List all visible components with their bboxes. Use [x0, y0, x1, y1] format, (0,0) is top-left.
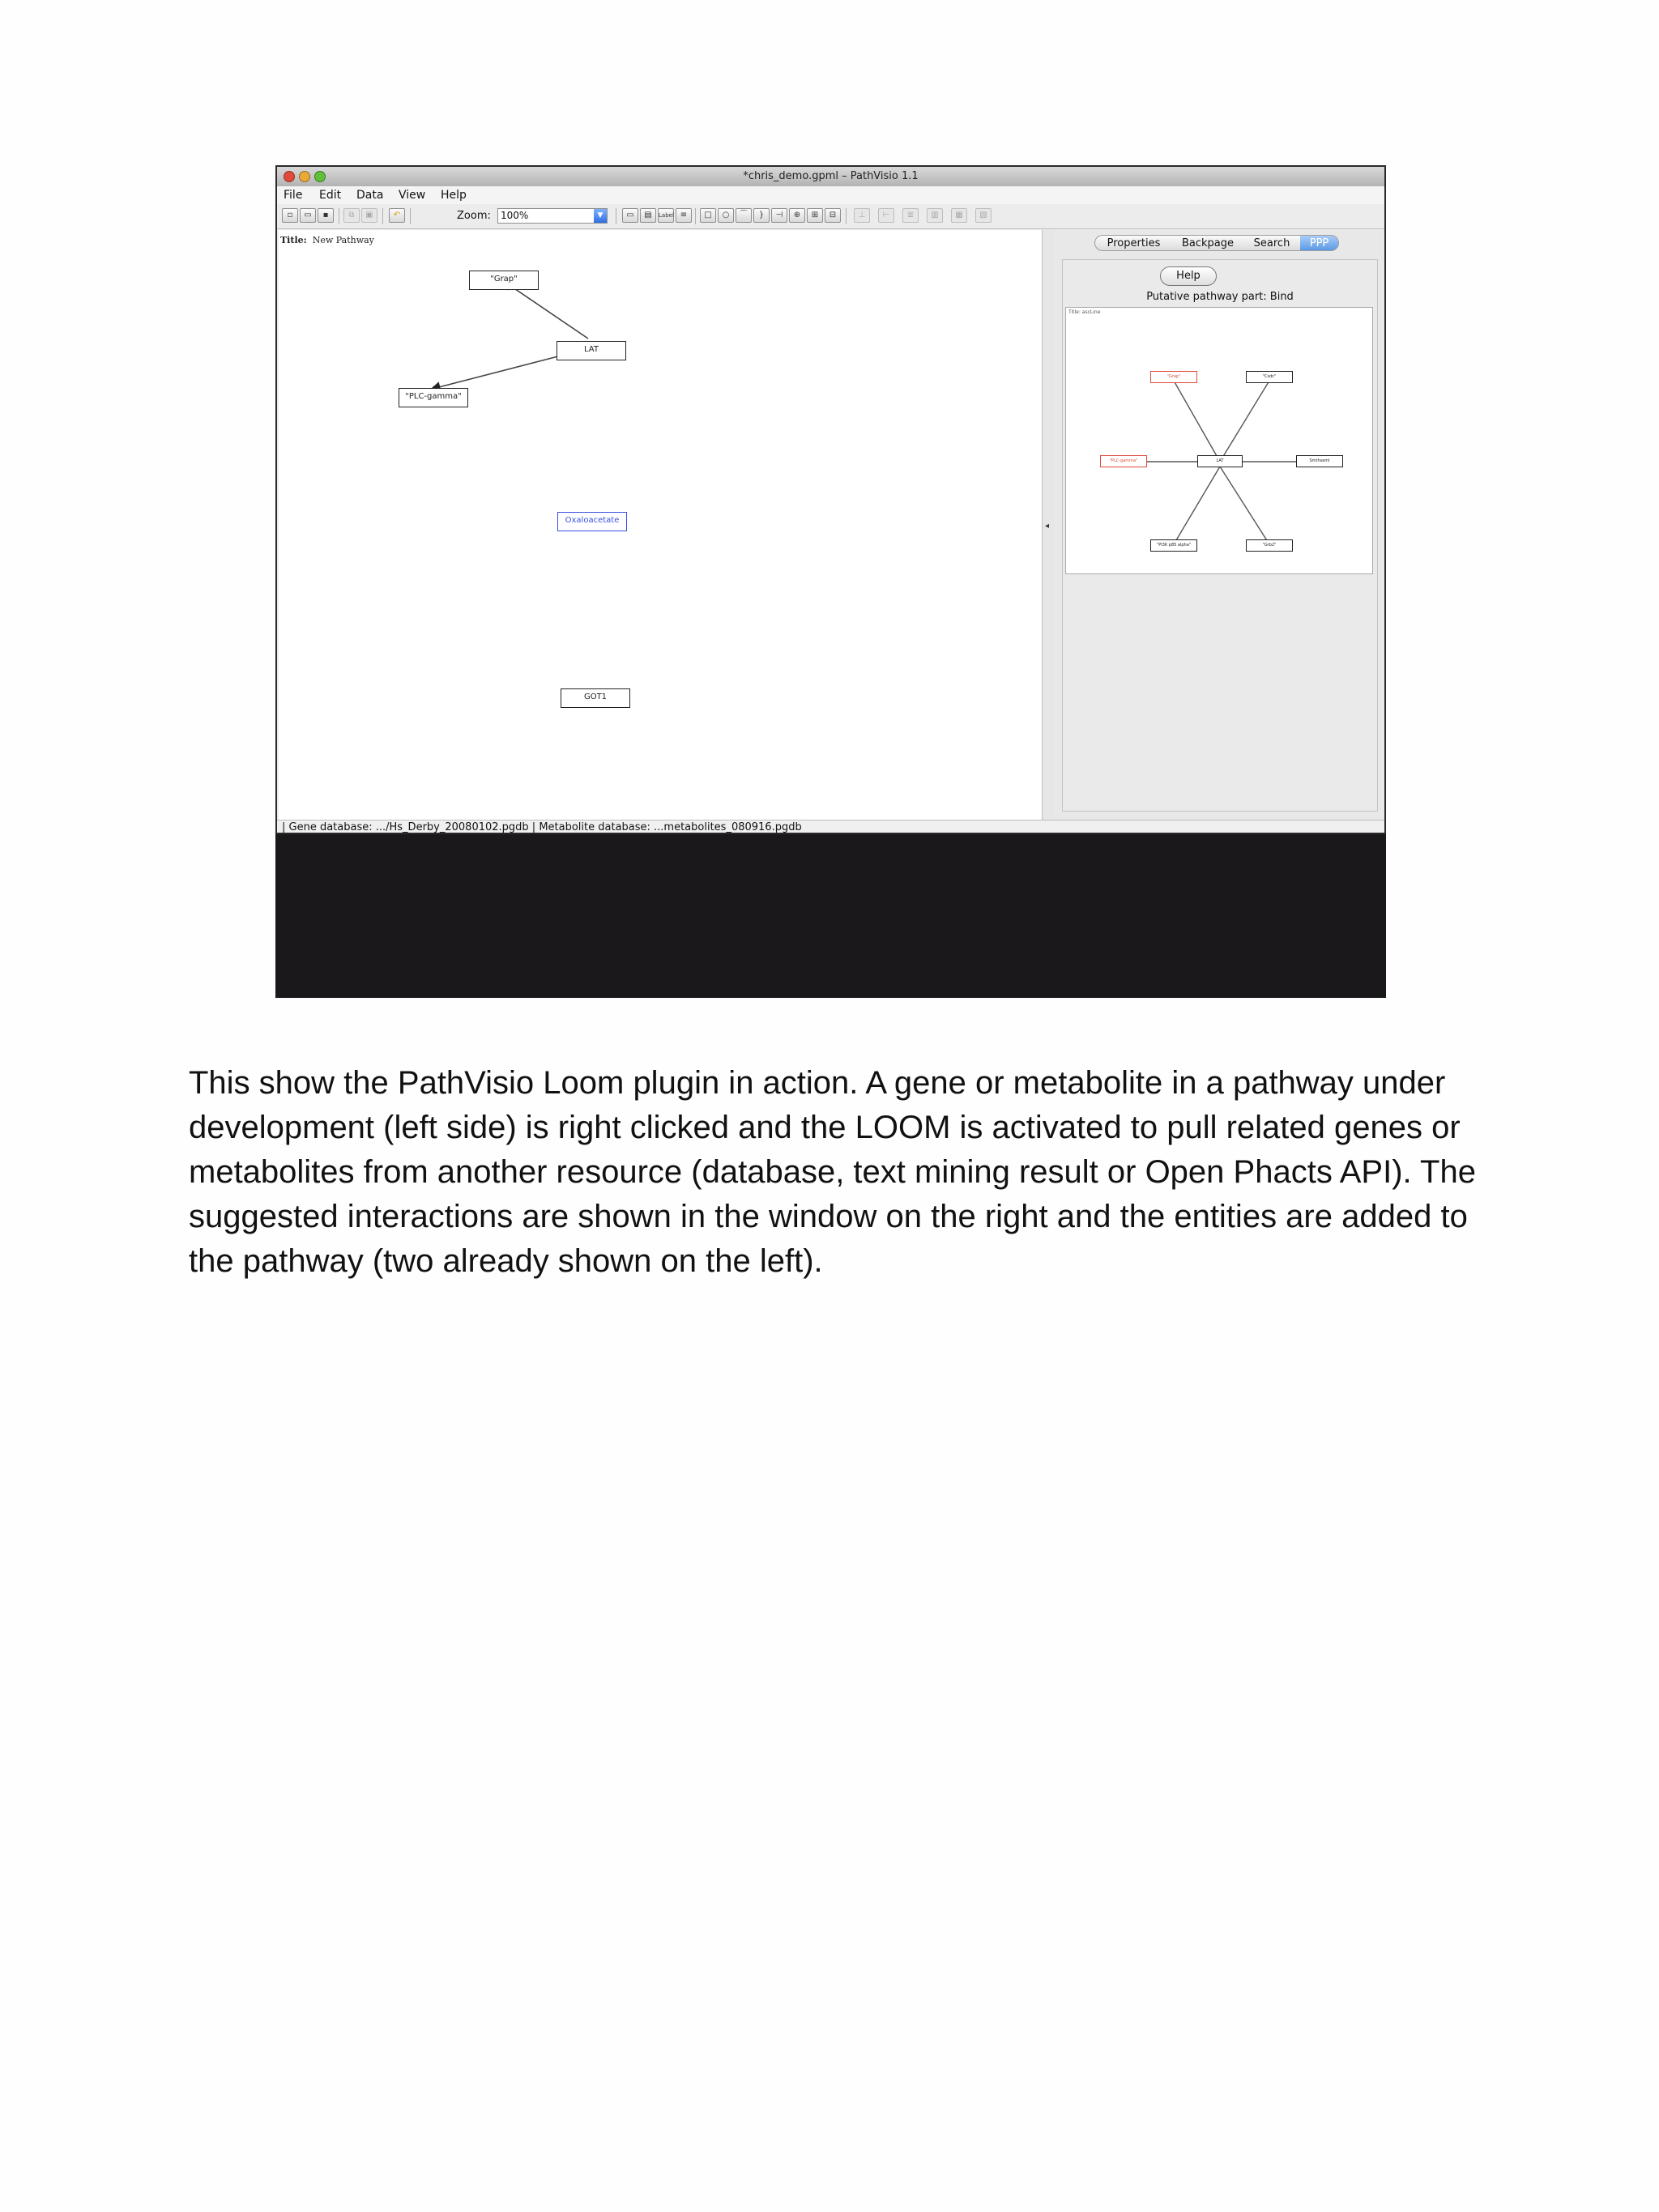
- interaction-lat-grap[interactable]: [505, 282, 588, 339]
- new-metabolite-icon[interactable]: ▤: [640, 208, 656, 223]
- menu-data[interactable]: Data: [356, 189, 384, 202]
- receptor-tool-icon[interactable]: ⊕: [789, 208, 805, 223]
- status-bar: [277, 820, 1384, 834]
- datanode-plc-gamma[interactable]: "PLC-gamma": [399, 388, 468, 407]
- preview-interaction-lines: [1066, 308, 1373, 574]
- tab-ppp[interactable]: PPP: [1300, 235, 1339, 251]
- preview-node-csdc[interactable]: "Csdc": [1246, 371, 1293, 383]
- preview-node-smthseml[interactable]: Smthseml: [1296, 455, 1343, 467]
- toolbar: [277, 204, 1384, 229]
- preview-node-grb2[interactable]: "Grb2": [1246, 539, 1293, 552]
- toolbar-separator: [382, 208, 383, 224]
- new-file-icon[interactable]: ▫: [282, 208, 298, 223]
- metabolite-oxaloacetate[interactable]: Oxaloacetate: [557, 512, 627, 531]
- chevron-down-icon[interactable]: ▼: [594, 209, 607, 223]
- toolbar-separator: [695, 208, 696, 224]
- menu-help[interactable]: Help: [441, 189, 467, 202]
- putative-pathway-label: Putative pathway part: Bind: [1146, 291, 1294, 303]
- open-folder-icon[interactable]: ▭: [300, 208, 316, 223]
- stack-vertical-icon[interactable]: ▧: [975, 208, 992, 223]
- chevron-left-icon[interactable]: ◂: [1045, 522, 1050, 531]
- stack-tool-icon[interactable]: ⊟: [825, 208, 841, 223]
- zoom-label: Zoom:: [457, 210, 491, 222]
- preview-node-grap[interactable]: "Grap": [1150, 371, 1197, 383]
- arc-tool-icon[interactable]: ⌒: [736, 208, 752, 223]
- app-window: [275, 165, 1386, 834]
- help-button[interactable]: Help: [1160, 266, 1217, 286]
- ppp-panel: [1062, 259, 1378, 812]
- copy-icon[interactable]: ⧉: [343, 208, 360, 223]
- title-bar: [277, 167, 1384, 187]
- stack-horizontal-icon[interactable]: ▦: [951, 208, 967, 223]
- toolbar-separator: [410, 208, 411, 224]
- menu-view[interactable]: View: [399, 189, 426, 202]
- new-line-icon[interactable]: ≡: [676, 208, 692, 223]
- preview-node-plc-gamma[interactable]: "PLC-gamma": [1100, 455, 1147, 467]
- brace-tool-icon[interactable]: }: [753, 208, 770, 223]
- datanode-lat[interactable]: LAT: [557, 341, 626, 360]
- new-datanode-icon[interactable]: ▭: [622, 208, 638, 223]
- align-left-icon[interactable]: ▥: [927, 208, 943, 223]
- align-middle-icon[interactable]: ⊢: [878, 208, 894, 223]
- window-title: *chris_demo.gpml – PathVisio 1.1: [743, 170, 919, 182]
- screenshot-frame: [275, 165, 1386, 998]
- tbar-tool-icon[interactable]: ⊣: [771, 208, 787, 223]
- paste-icon[interactable]: ▣: [361, 208, 377, 223]
- menu-file[interactable]: File: [284, 189, 303, 202]
- save-icon[interactable]: ▪: [318, 208, 334, 223]
- undo-icon[interactable]: ↶: [389, 208, 405, 223]
- menu-bar: [277, 186, 1384, 205]
- split-divider[interactable]: [1043, 230, 1054, 820]
- slide-caption: This show the PathVisio Loom plugin in action. A gene or metabolite in a pathway under development (left side) is right clicked and the LOOM is activated to pull related genes or metabolites from another resource (database, text mining result or Open Phacts API). The suggested interactions are shown in the window on the right and the entities are added to the pathway (two already shown on the left).: [189, 1065, 1476, 1279]
- zoom-select[interactable]: [497, 208, 608, 224]
- datanode-grap[interactable]: "Grap": [469, 271, 539, 290]
- datanode-got1[interactable]: GOT1: [561, 688, 630, 708]
- align-top-icon[interactable]: ≣: [902, 208, 919, 223]
- canvas-title-label: Title:: [280, 235, 307, 245]
- preview-title: Title: ascLine: [1068, 309, 1101, 315]
- side-panel: [1054, 230, 1384, 820]
- rectangle-tool-icon[interactable]: □: [700, 208, 716, 223]
- tab-backpage[interactable]: Backpage: [1172, 235, 1243, 251]
- status-text: | Gene database: .../Hs_Derby_20080102.pgdb | Metabolite database: ...metabolites_080916.pgdb: [282, 821, 802, 833]
- toolbar-separator: [846, 208, 847, 224]
- align-center-icon[interactable]: ⊥: [854, 208, 870, 223]
- pathway-canvas[interactable]: [279, 230, 1043, 820]
- new-label-button[interactable]: Label: [658, 208, 674, 223]
- zoom-value: 100%: [501, 210, 529, 221]
- interaction-lat-plc-gamma[interactable]: [433, 352, 577, 389]
- putative-pathway-preview[interactable]: [1065, 307, 1373, 574]
- preview-node-lat[interactable]: LAT: [1197, 455, 1243, 467]
- interaction-lines: [279, 230, 1042, 820]
- canvas-title-value: New Pathway: [312, 235, 374, 245]
- preview-node-pi3k[interactable]: "PI3K p85 alpha": [1150, 539, 1197, 552]
- tab-search[interactable]: Search: [1243, 235, 1300, 251]
- oval-tool-icon[interactable]: ○: [718, 208, 734, 223]
- menu-edit[interactable]: Edit: [319, 189, 342, 202]
- align-tool-icon[interactable]: ⊞: [807, 208, 823, 223]
- tab-properties[interactable]: Properties: [1094, 235, 1172, 251]
